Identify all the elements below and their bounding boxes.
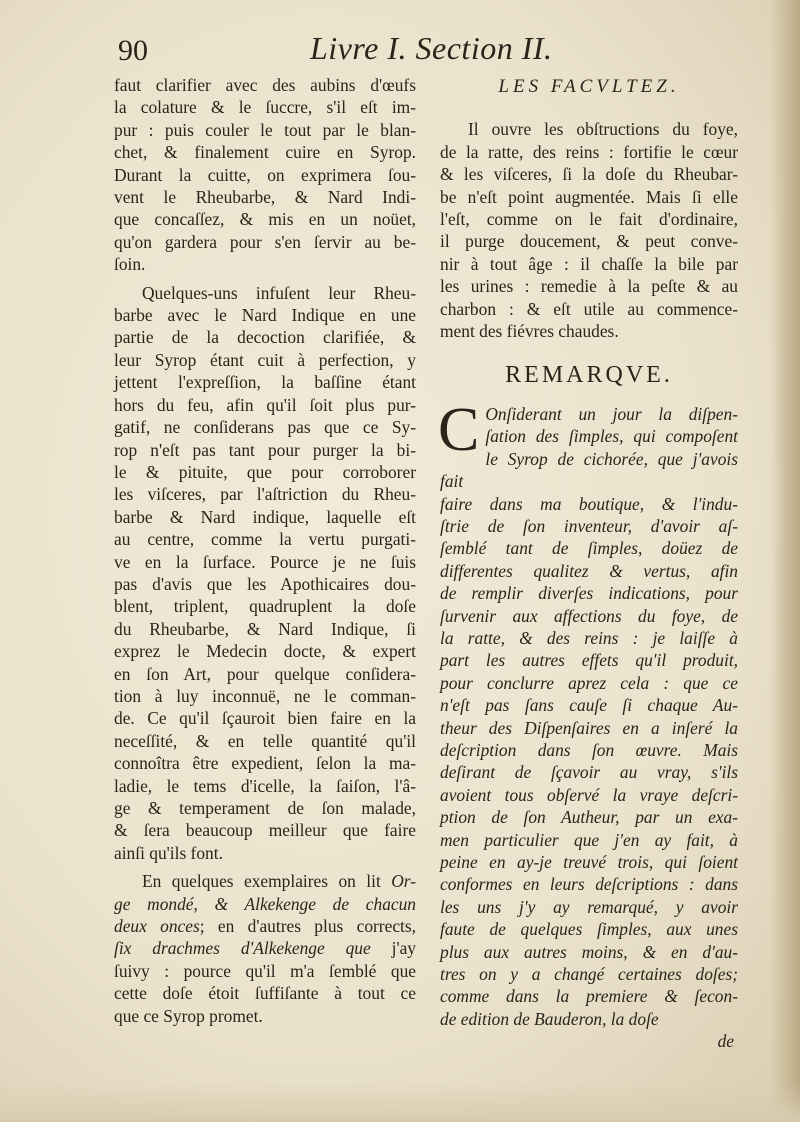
text-line: jettent l'expreſſion, la baſſine étant xyxy=(114,372,416,393)
text-line: de edition de Bauderon, la doſe xyxy=(440,1008,659,1029)
text-line xyxy=(114,1005,416,1027)
text-line: le Syrop de cichorée, que j'avois fait xyxy=(440,448,738,492)
text-line: les uns j'y ay remarqué, y avoir xyxy=(440,896,738,917)
paragraph-clarification xyxy=(114,74,416,276)
text-line: pur : puis couler le tout par le blan- xyxy=(114,119,416,140)
text-line: part les autres effets qu'il produit, xyxy=(440,650,738,671)
text-line: ſoin. xyxy=(114,254,146,275)
text-line: nir à tout âge : il chaſſe la bile par xyxy=(440,253,738,274)
text-line xyxy=(114,982,416,1004)
text-line: leur Syrop étant cuit à perfection, y xyxy=(114,349,416,370)
text-line: pas d'avis que les Apothicaires dou- xyxy=(114,573,416,594)
text-line: au centre, comme la vertu purgati- xyxy=(114,529,416,550)
roman-run: ſuivy : pource qu'il m'a ſemblé que xyxy=(114,960,416,981)
text-line: deſirant de ſçavoir au vray, s'ils xyxy=(440,762,738,783)
text-line xyxy=(114,937,416,959)
text-line: il purge doucement, & peut conve- xyxy=(440,231,738,252)
text-line: tres on y a changé certaines doſes; xyxy=(440,964,738,985)
text-line: connoîtra être expedient, ſelon la ma- xyxy=(114,753,416,774)
paragraph-remarque xyxy=(438,395,738,1030)
text-line: neceſſité, & en telle quantité qu'il xyxy=(114,730,416,751)
page-number: 90 xyxy=(118,34,148,67)
text-line: les viſceres, par l'aſtriction du Rheu- xyxy=(114,484,416,505)
text-line: partie de la decoction clarifiée, & xyxy=(114,327,416,348)
text-line: ainſi qu'ils font. xyxy=(114,842,223,863)
paragraph-infusion xyxy=(114,282,416,865)
text-line: Onſiderant un jour la diſpen- xyxy=(485,403,738,424)
text-line: plus aux autres moins, & en d'au- xyxy=(440,941,738,962)
text-line: du Rheubarbe, & Nard Indique, ſi xyxy=(114,618,416,639)
text-line: tion à luy inconnuë, ne le comman- xyxy=(114,685,416,706)
text-line: conformes en leurs deſcriptions : dans xyxy=(440,874,738,895)
text-line xyxy=(114,893,416,915)
section-title-remarque: REMARQVE. xyxy=(505,362,673,389)
paragraph-exemplaires xyxy=(114,870,416,1027)
text-line: ſurvenir aux affections du foye, de xyxy=(440,605,738,626)
text-line: differentes qualitez & vertus, afin xyxy=(440,560,738,581)
text-line: ve en la ſurface. Pource je ne ſuis xyxy=(114,551,416,572)
text-line xyxy=(114,915,416,937)
text-line: qu'on gardera pour s'en ſervir au be- xyxy=(114,231,416,252)
text-line: theur des Diſpenſaires en a inſeré la xyxy=(440,717,738,738)
text-line xyxy=(114,960,416,982)
roman-run: cette doſe étoit ſuffiſante à tout ce xyxy=(114,983,416,1004)
left-column xyxy=(114,74,416,1027)
text-line: de. Ce qu'il ſçauroit bien faire en la xyxy=(114,708,416,729)
text-line: ment des fiévres chaudes. xyxy=(440,321,619,342)
section-title-facultez: LES FACVLTEZ. xyxy=(498,76,680,97)
roman-run: que ce Syrop promet. xyxy=(114,1005,263,1026)
text-line: faire dans ma boutique, & l'indu- xyxy=(440,493,738,514)
running-head: Livre I. Section II. xyxy=(310,30,553,66)
text-line: chet, & finalement cuire en Syrop. xyxy=(114,142,416,163)
drop-cap: C xyxy=(438,395,480,464)
text-line: vent le Rheubarbe, & Nard Indi- xyxy=(114,187,416,208)
text-line xyxy=(114,870,416,892)
text-line: pour conclurre aprez cela : que ce xyxy=(440,672,738,693)
text-line: en ſon Art, pour quelque conſidera- xyxy=(114,663,416,684)
text-line: de remplir diverſes indications, pour xyxy=(440,583,738,604)
text-line: ſtrie de ſon inventeur, d'avoir aſ- xyxy=(440,515,738,536)
text-line: comme dans la premiere & ſecon- xyxy=(440,986,738,1007)
roman-run: ; en d'autres plus corrects, xyxy=(199,916,416,937)
text-line: charbon : & eſt utile au commence- xyxy=(440,298,738,319)
text-line: de la ratte, des reins : fortifie le cœur xyxy=(440,141,738,162)
paragraph-facultez xyxy=(440,118,738,342)
text-line: faut clarifier avec des aubins d'œufs xyxy=(114,75,416,95)
italic-run: Or- xyxy=(391,871,416,892)
text-line: la ratte, & des reins : je laiſſe à xyxy=(440,627,738,648)
right-column xyxy=(440,74,738,1053)
page-bottom-shadow xyxy=(0,1082,800,1122)
italic-run: ge mondé, & Alkekenge de chacun xyxy=(114,893,416,914)
text-line: men particulier que j'en ay fait, à xyxy=(440,829,738,850)
text-line: barbe avec le Nard Indique en une xyxy=(114,305,416,326)
page-edge-shadow xyxy=(770,0,800,1122)
roman-run: En quelques exemplaires on lit xyxy=(142,871,392,892)
text-line: le & pituite, que pour corroborer xyxy=(114,461,416,482)
text-line: gatif, ne conſiderans pas que ce Sy- xyxy=(114,417,416,438)
text-line: n'eſt pas ſans cauſe ſi chaque Au- xyxy=(440,695,738,716)
text-line: la colature & le ſuccre, s'il eſt im- xyxy=(114,97,416,118)
italic-run: deux onces xyxy=(114,916,200,937)
catchword: de xyxy=(717,1031,734,1052)
text-line: be n'eſt point augmentée. Mais ſi elle xyxy=(440,186,738,207)
text-line: Il ouvre les obſtructions du foye, xyxy=(468,119,738,140)
text-line: rop n'eſt pas tant pour purger la bi- xyxy=(114,439,416,460)
text-line: hors du feu, afin qu'il ſoit plus pur- xyxy=(114,394,416,415)
page-header xyxy=(0,28,800,72)
text-line: deſcription dans ſon œuvre. Mais xyxy=(440,739,738,760)
text-line: Quelques-uns infuſent leur Rheu- xyxy=(142,282,416,303)
roman-run: j'ay xyxy=(370,938,416,959)
text-line: ladie, le tems d'icelle, la ſaiſon, l'â- xyxy=(114,775,416,796)
text-line: Durant la cuitte, on exprimera ſou- xyxy=(114,164,416,185)
text-line: ge & temperament de ſon malade, xyxy=(114,798,416,818)
italic-run: ſix drachmes d'Alkekenge que xyxy=(114,938,371,959)
text-line: les urines : remedie à la peſte & au xyxy=(440,276,738,297)
text-line: blent, triplent, quadruplent la doſe xyxy=(114,596,416,617)
text-line: que concaſſez, & mis en un noüet, xyxy=(114,209,416,230)
text-line: & ſera beaucoup meilleur que faire xyxy=(114,820,416,841)
text-line: barbe & Nard indique, laquelle eſt xyxy=(114,506,416,527)
text-line: l'eſt, comme on le fait d'ordinaire, xyxy=(440,209,738,230)
text-line: faute de quelques ſimples, aux unes xyxy=(440,919,738,940)
text-line: ſemblé tant de ſimples, doüez de xyxy=(440,538,738,559)
text-line: ſation des ſimples, qui compoſent xyxy=(485,426,738,447)
text-line: ption de ſon Autheur, par un exa- xyxy=(440,807,738,828)
text-line: peine en ay-je treuvé trois, qui ſoient xyxy=(440,852,738,872)
text-line: exprez le Medecin docte, & expert xyxy=(114,641,416,662)
text-line: avoient tous obſervé la vraye deſcri- xyxy=(440,784,738,805)
text-line: & les viſceres, ſi la doſe du Rheubar- xyxy=(440,164,738,185)
